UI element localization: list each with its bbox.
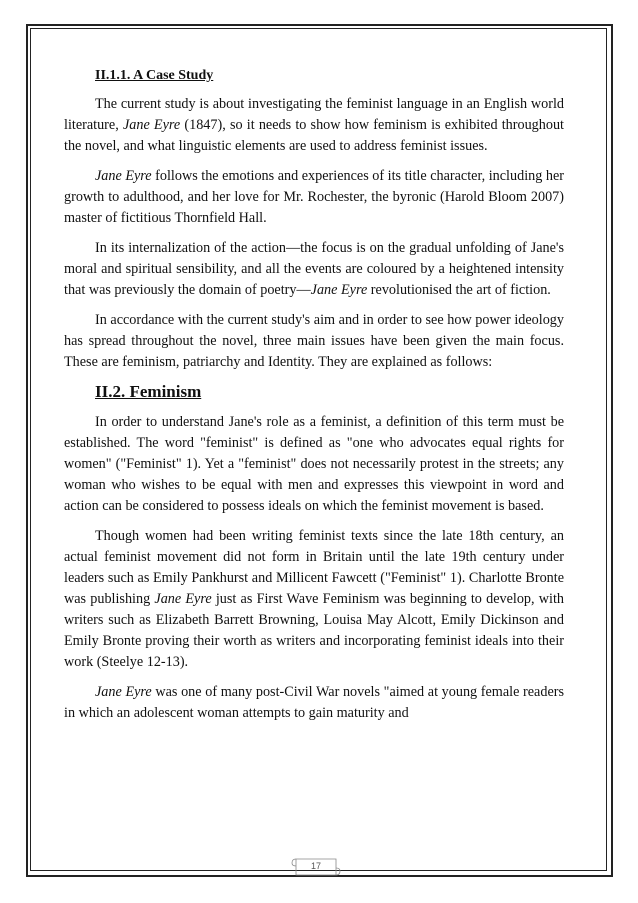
section-heading-case-study: II.1.1. A Case Study	[95, 68, 214, 83]
title-italic: Jane Eyre	[95, 684, 152, 700]
title-italic: Jane Eyre	[95, 168, 152, 184]
paragraph-2: Jane Eyre follows the emotions and experiences of its title character, including her growth to adulthood, and her love for Mr. Rochester, the byronic (Harold Bloom 2007) master of fictitious Thornfield Hall.	[64, 168, 564, 226]
page-content	[64, 68, 564, 733]
paragraph-3: In its internalization of the action—the focus is on the gradual unfolding of Jane's moral and spiritual sensibility, and all the events are coloured by a heightened intensity that was previously the domain of poetry—Jane Eyre revolutionised the art of fiction.	[64, 240, 564, 298]
title-italic: Jane Eyre	[122, 117, 181, 133]
paragraph-4: In accordance with the current study's aim and in order to see how power ideology has spread throughout the novel, three main issues have been given the main focus. These are feminism, patriarchy and Identity. They are explained as follows:	[64, 312, 564, 370]
paragraph-5: In order to understand Jane's role as a feminist, a definition of this term must be established. The word "feminist" is defined as "one who advocates equal rights for women" ("Feminist" 1). Yet a "feminist" does not necessarily protest in the streets; any woman who wishes to be equal with men and expresses this viewpoint in word and action can be considered to possess ideals on which the feminist movement is based.	[64, 414, 564, 514]
paragraph-1: The current study is about investigating the feminist language in an English world literature, Jane Eyre (1847), so it needs to show how feminism is exhibited throughout the novel, and what linguistic elements are used to address feminist issues.	[64, 96, 564, 154]
paragraph-7: Jane Eyre was one of many post-Civil War novels "aimed at young female readers in which an adolescent woman attempts to gain maturity and	[64, 684, 564, 721]
title-italic: Jane Eyre	[154, 591, 212, 607]
page-number-scroll	[290, 855, 342, 879]
page-number: 17	[310, 861, 321, 871]
section-heading-feminism: II.2. Feminism	[95, 382, 202, 401]
title-italic: Jane Eyre	[310, 282, 368, 298]
paragraph-6: Though women had been writing feminist texts since the late 18th century, an actual feminist movement did not form in Britain until the late 19th century under leaders such as Emily Pankhurst and Millicent Fawcett ("Feminist" 1). Charlotte Bronte was publishing Jane Eyre just as First Wave Feminism was beginning to develop, with writers such as Elizabeth Barrett Browning, Louisa May Alcott, Emily Dickinson and Emily Bronte proving their worth as writers and incorporating feminist ideals into their work (Steelye 12-13).	[64, 528, 564, 670]
